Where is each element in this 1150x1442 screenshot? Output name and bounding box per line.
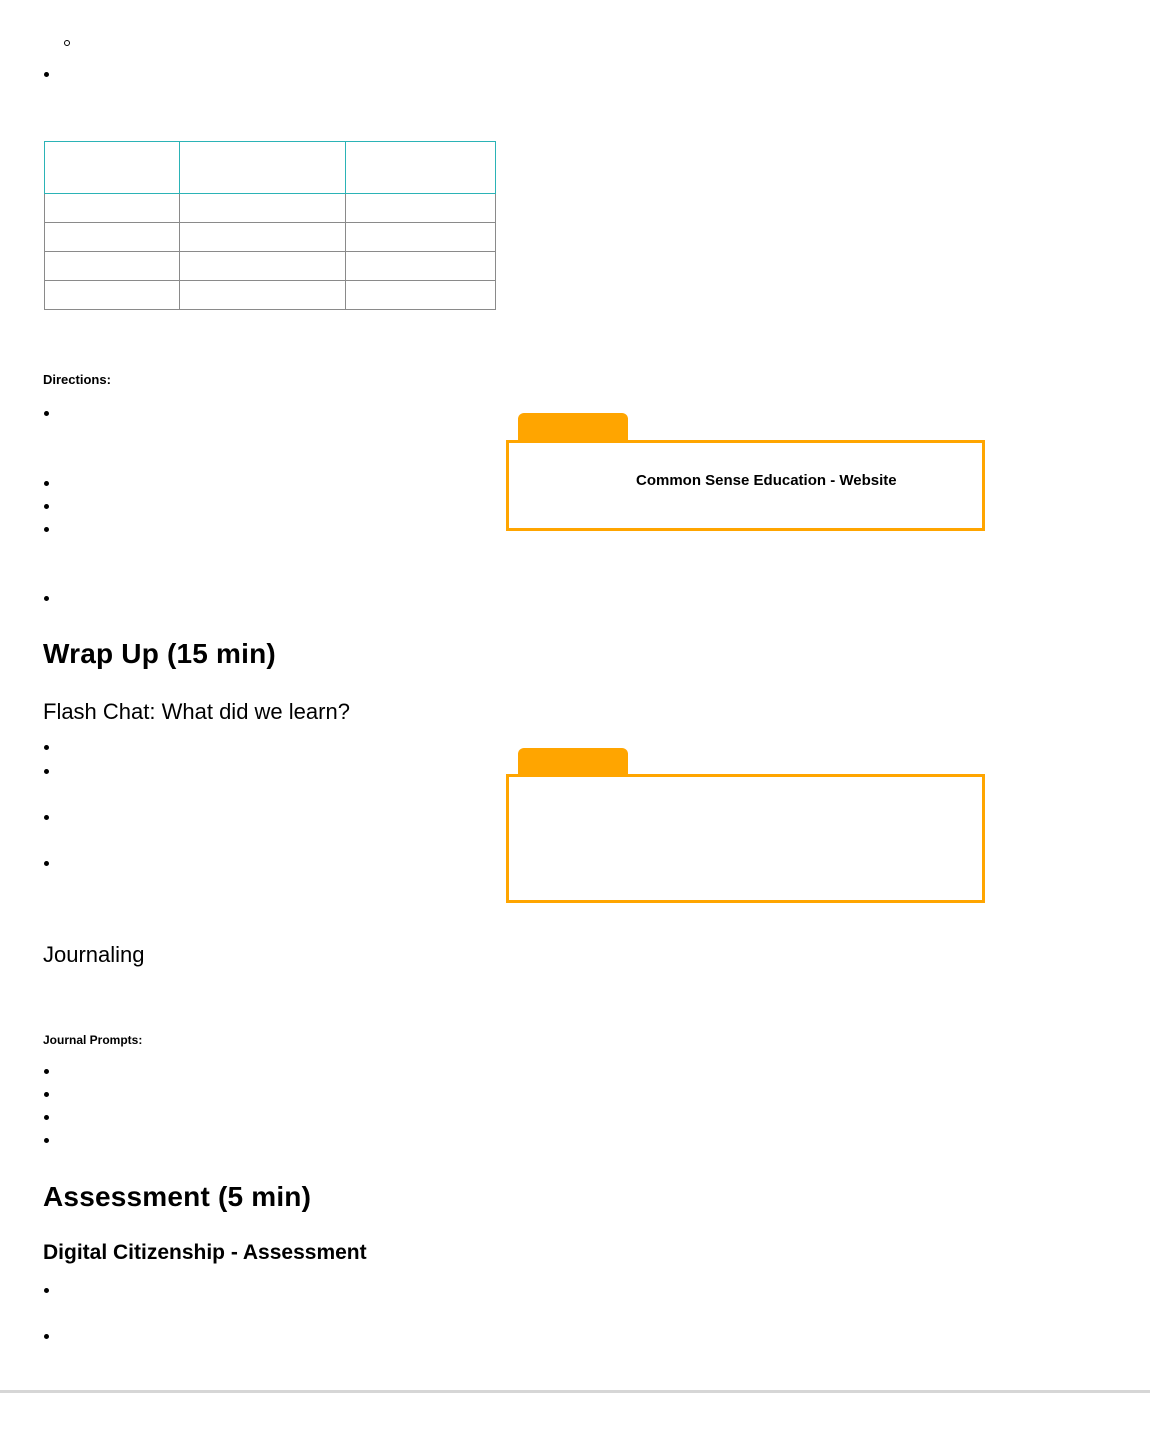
table-cell [346, 223, 496, 252]
bullet-marker [44, 1115, 49, 1120]
assessment-heading: Assessment (5 min) [43, 1181, 312, 1212]
bullet-marker [44, 72, 49, 77]
table-row [45, 281, 496, 310]
table-header-cell [45, 142, 180, 194]
table-cell [45, 252, 180, 281]
bullet-marker [44, 769, 49, 774]
content-table [44, 141, 496, 310]
bullet-marker [44, 745, 49, 750]
table-cell [180, 252, 346, 281]
bullet-marker [44, 596, 49, 601]
flash-chat-heading: Flash Chat: What did we learn? [43, 699, 350, 724]
bullet-marker [44, 481, 49, 486]
table-cell [346, 194, 496, 223]
bullet-marker [44, 1092, 49, 1097]
journaling-heading: Journaling [43, 942, 145, 967]
table-cell [45, 281, 180, 310]
bullet-marker [44, 1138, 49, 1143]
bullet-marker [44, 504, 49, 509]
table-cell [346, 252, 496, 281]
table-row [45, 223, 496, 252]
table-row [45, 194, 496, 223]
table-cell [180, 194, 346, 223]
sub-bullet-marker [64, 40, 70, 46]
callout-tab [518, 748, 628, 776]
callout-tab [518, 413, 628, 441]
assessment-subheading: Digital Citizenship - Assessment [43, 1241, 367, 1264]
journal-prompts-label: Journal Prompts: [43, 1033, 143, 1047]
directions-label: Directions: [43, 372, 111, 387]
bullet-marker [44, 1288, 49, 1293]
table-cell [346, 281, 496, 310]
wrap-up-heading: Wrap Up (15 min) [43, 638, 276, 669]
table-header-cell [180, 142, 346, 194]
table-header-cell [346, 142, 496, 194]
table-header-row [45, 142, 496, 194]
bullet-marker [44, 1069, 49, 1074]
bullet-marker [44, 815, 49, 820]
table-cell [180, 223, 346, 252]
bullet-marker [44, 411, 49, 416]
table-row [45, 252, 496, 281]
bullet-marker [44, 861, 49, 866]
bullet-marker [44, 527, 49, 532]
callout-box [506, 774, 985, 903]
table-cell [180, 281, 346, 310]
page-divider [0, 1390, 1150, 1393]
table-cell [45, 194, 180, 223]
table-cell [45, 223, 180, 252]
bullet-marker [44, 1334, 49, 1339]
resource-link[interactable]: Common Sense Education - Website [636, 472, 897, 489]
